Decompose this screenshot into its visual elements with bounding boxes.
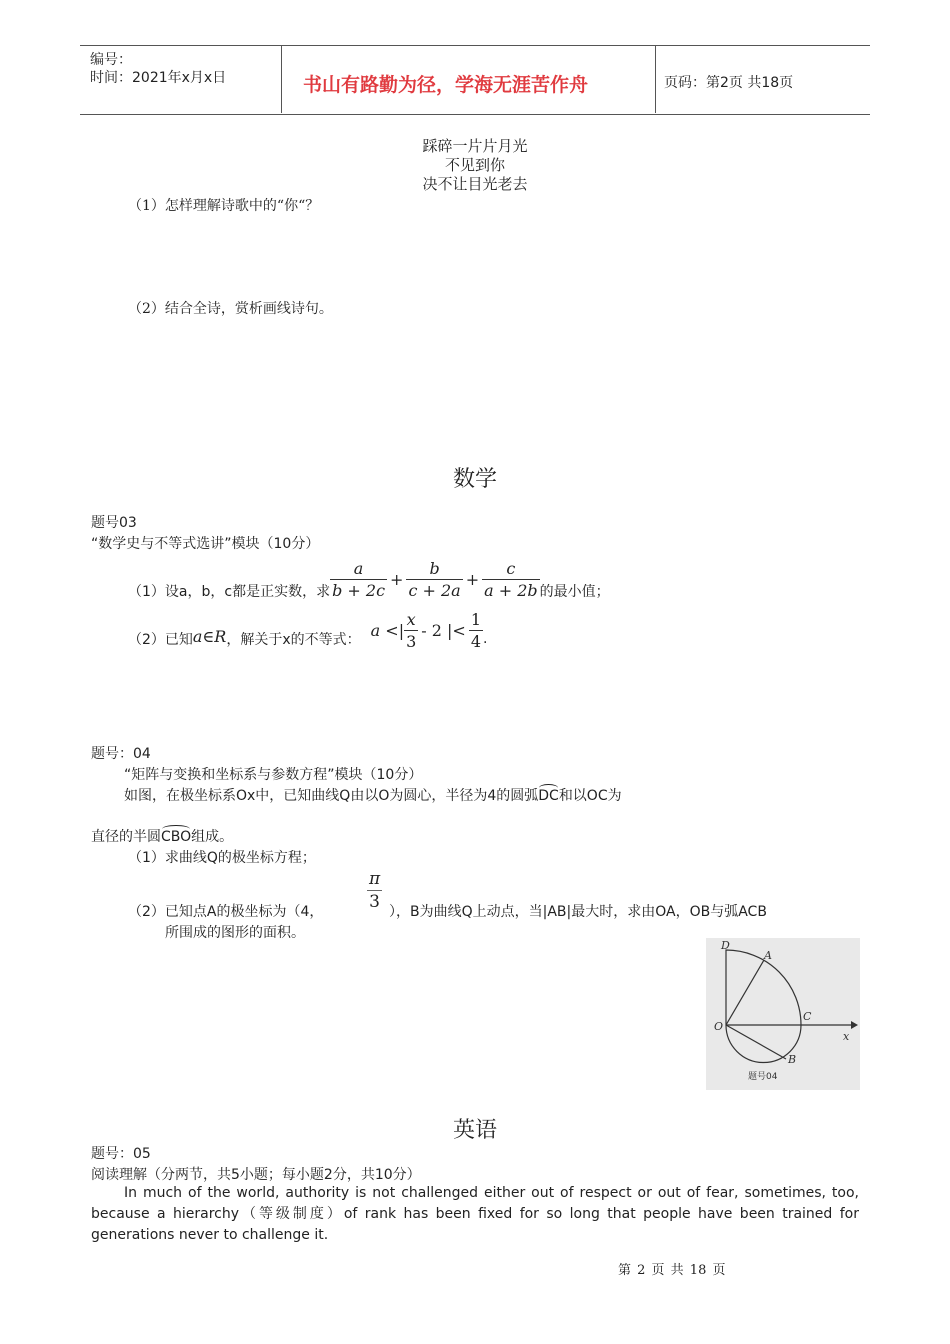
fraction-denominator: c + 2a — [408, 580, 461, 600]
question-text: ，解关于x的不等式： — [226, 632, 361, 648]
segment-oa — [726, 960, 764, 1025]
math-question-2 — [128, 606, 487, 654]
problem-number: 题号：04 — [91, 746, 151, 762]
english-section-title: 英语 — [452, 1118, 497, 1143]
math-question-1 — [128, 555, 610, 603]
header-divider — [655, 45, 656, 113]
math-expression: a < — [370, 620, 399, 640]
chinese-question-1: （1）怎样理解诗歌中的“你“？ — [128, 198, 320, 214]
poem-line: 不见到你 — [444, 156, 505, 174]
statement-text: 组成。 — [191, 829, 234, 845]
reading-paragraph: In much of the world, authority is not challenged either out of respect or out of fear, sometimes, too, because a hierarchy（等级制度）of rank has been fixed for so long that people have been trained for generations never to challenge it. — [91, 1185, 859, 1243]
label-o: O — [714, 1020, 724, 1033]
math-question-2 — [128, 869, 859, 920]
fraction — [367, 869, 382, 912]
question-text: （1）设a，b，c都是正实数，求 — [128, 584, 331, 600]
math-expression: | — [398, 620, 405, 640]
label-x: x — [843, 1030, 850, 1043]
fraction-numerator: x — [404, 610, 418, 631]
chinese-question-2: （2）结合全诗，赏析画线诗句。 — [128, 301, 333, 317]
plus-sign: + — [390, 569, 404, 589]
math-question-1: （1）求曲线Q的极坐标方程； — [128, 850, 316, 866]
figure-caption: 题号04 — [748, 1072, 778, 1082]
arc-notation: CBO — [161, 829, 192, 845]
fraction-numerator: 1 — [470, 609, 482, 629]
fraction — [469, 610, 483, 651]
doc-time-label: 时间：2021年x月x日 — [90, 70, 227, 86]
question-text: 的最小值； — [539, 584, 610, 600]
fraction — [482, 559, 540, 600]
arc-notation: DC — [538, 788, 559, 804]
problem-statement — [91, 826, 233, 846]
question-text: （2）已知点A的极坐标为（4， — [128, 904, 324, 920]
fraction-numerator: a — [330, 559, 387, 580]
problem-module: “矩阵与变换和坐标系与参数方程”模块（10分） — [124, 767, 423, 783]
label-d: D — [721, 939, 730, 952]
fraction-denominator: b + 2c — [332, 580, 386, 600]
fraction-denominator: 4 — [470, 631, 482, 651]
fraction-numerator: π — [369, 869, 381, 889]
fraction — [330, 559, 387, 600]
fraction-denominator: 3 — [406, 631, 417, 651]
axis-arrow-icon — [851, 1021, 858, 1029]
question-text: （2）已知 — [128, 632, 193, 648]
poem — [0, 137, 950, 194]
fraction-denominator: a + 2b — [484, 580, 538, 600]
label-b: B — [788, 1053, 797, 1066]
fraction-denominator: 3 — [369, 892, 380, 912]
header-divider — [281, 45, 282, 113]
header-motto: 书山有路勤为径，学海无涯苦作舟 — [303, 74, 589, 96]
plus-sign: + — [465, 569, 480, 589]
problem-section: 阅读理解（分两节，共5小题；每小题2分，共10分） — [91, 1167, 421, 1183]
figure-04 — [706, 938, 860, 1090]
poem-line: 踩碎一片片月光 — [422, 137, 528, 155]
problem-statement — [124, 785, 622, 805]
poem-line: 决不让目光老去 — [422, 175, 528, 193]
page-indicator: 页码：第2页 共18页 — [664, 75, 794, 91]
label-a: A — [764, 949, 772, 962]
statement-text: 如图，在极坐标系Ox中，已知曲线Q由以O为圆心，半径为4的圆弧 — [124, 788, 539, 804]
math-question-2-continued: 所围成的图形的面积。 — [165, 925, 305, 941]
problem-number: 题号：05 — [91, 1146, 151, 1162]
label-c: C — [803, 1010, 812, 1023]
fraction — [406, 559, 462, 600]
segment-ob — [726, 1025, 786, 1059]
statement-text: 直径的半圆 — [91, 829, 161, 845]
fraction-numerator: c — [482, 559, 540, 580]
problem-number: 题号03 — [91, 515, 137, 531]
math-expression: - 2 |< — [421, 620, 466, 640]
question-text: ），B为曲线Q上动点，当|AB|最大时，求由OA，OB与弧ACB — [389, 904, 767, 920]
math-expression: a∈R — [192, 626, 227, 646]
problem-module: “数学史与不等式选讲”模块（10分） — [91, 536, 320, 552]
math-section-title: 数学 — [452, 467, 497, 492]
fraction — [404, 610, 418, 651]
page-footer: 第 2 页 共 18 页 — [618, 1263, 726, 1278]
fraction-numerator: b — [406, 559, 462, 580]
question-text: . — [483, 631, 488, 647]
polar-curve-diagram — [706, 938, 860, 1090]
statement-text: 和以OC为 — [558, 788, 622, 804]
doc-number-label: 编号： — [90, 52, 132, 68]
